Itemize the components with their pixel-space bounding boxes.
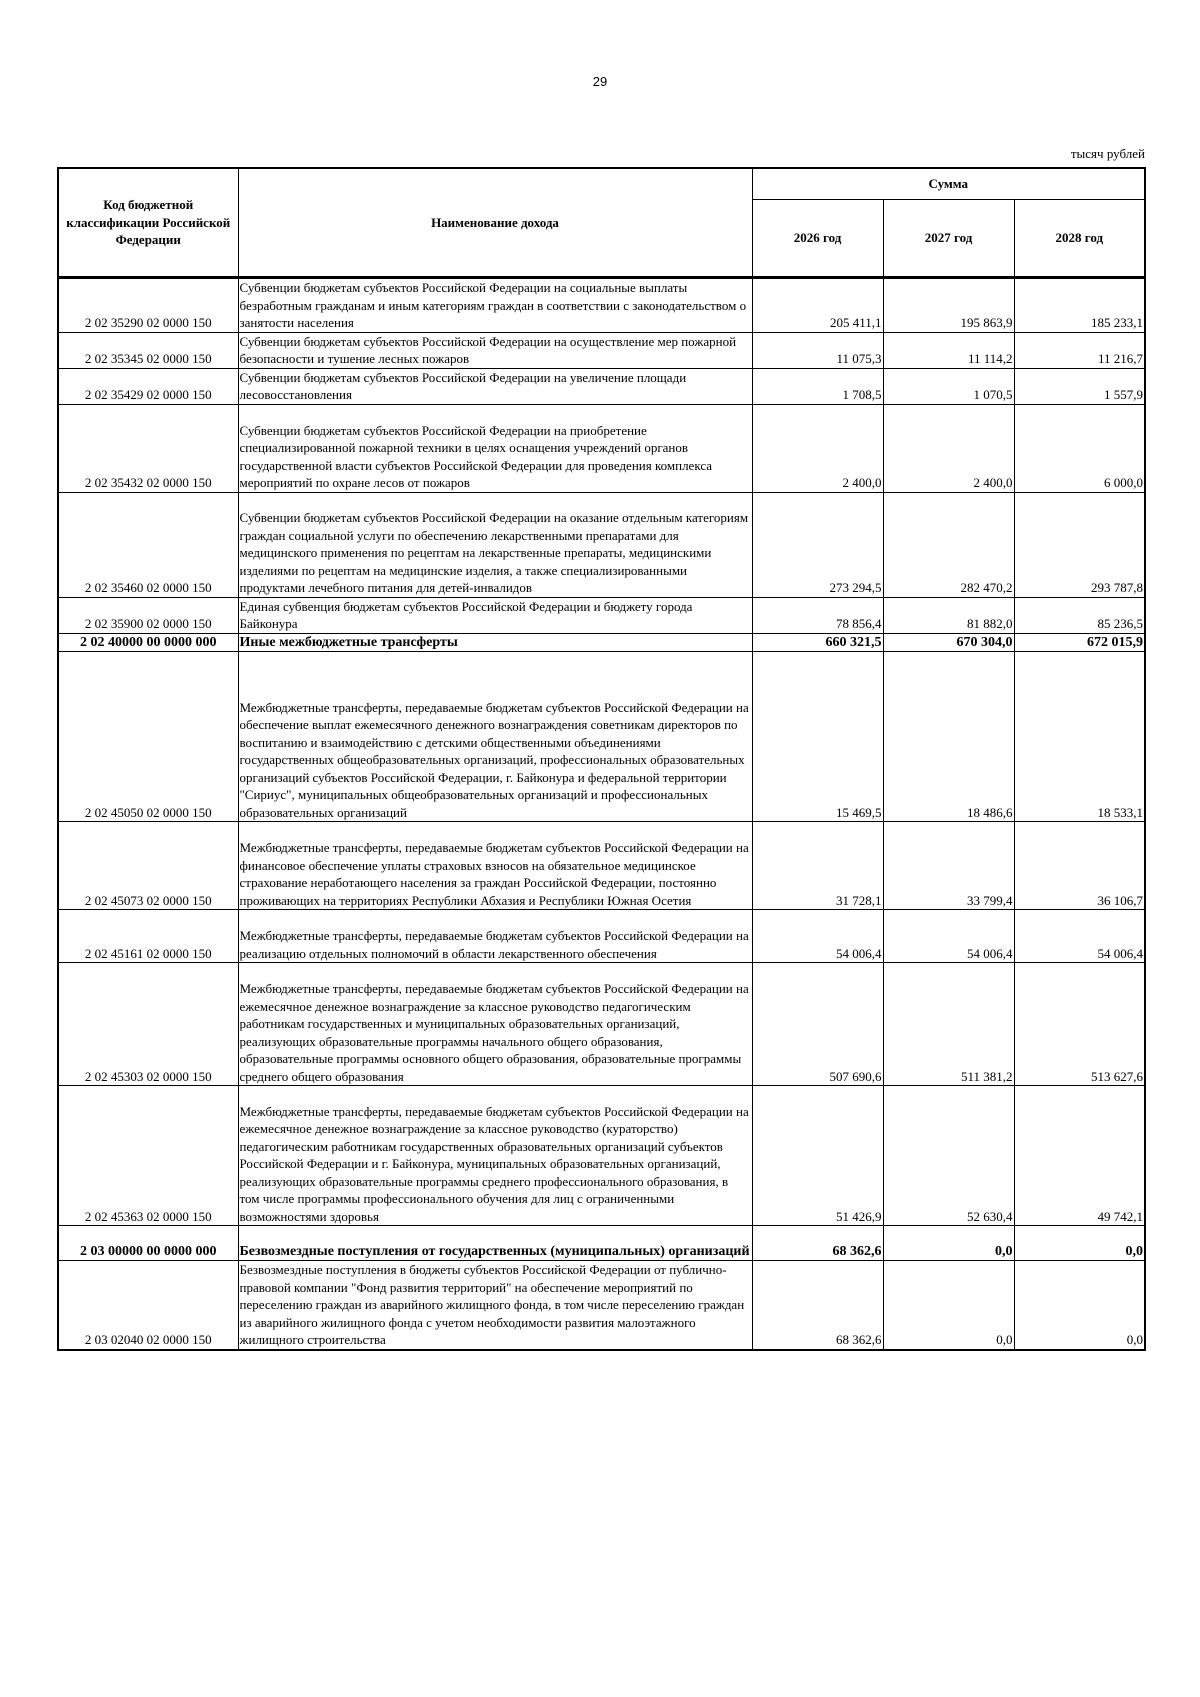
table-row-group xyxy=(58,1226,1145,1261)
table-row xyxy=(58,822,1145,910)
row-value-2028: 11 216,7 xyxy=(1014,332,1145,368)
row-value-2026: 54 006,4 xyxy=(752,910,883,963)
row-name: Межбюджетные трансферты, передаваемые бюджетам субъектов Российской Федерации на финансовое обеспечение уплаты страховых взносов на обязательное медицинское страхование неработающего населения за граждан Российской Федерации, постоянно проживающих на территориях Республики Абхазия и Республики Южная Осетия xyxy=(238,822,752,910)
table-row-group xyxy=(58,633,1145,652)
row-value-2027: 52 630,4 xyxy=(883,1086,1014,1226)
column-header-2028: 2028 год xyxy=(1014,200,1145,278)
row-value-2027: 81 882,0 xyxy=(883,597,1014,633)
table-row xyxy=(58,1261,1145,1350)
row-value-2027: 511 381,2 xyxy=(883,963,1014,1086)
column-header-sum: Сумма xyxy=(752,168,1145,200)
table-row xyxy=(58,910,1145,963)
row-name: Межбюджетные трансферты, передаваемые бюджетам субъектов Российской Федерации на ежемесячное денежное вознаграждение за классное руководство (кураторство) педагогическим работникам государственных образовательных организаций субъектов Российской Федерации и г. Байконура, муниципальных образовательных организаций, реализующих образовательные программы среднего профессионального образования, в том числе программы профессионального обучения для лиц с ограниченными возможностями здоровья xyxy=(238,1086,752,1226)
row-code: 2 02 45303 02 0000 150 xyxy=(58,963,238,1086)
row-value-2028: 672 015,9 xyxy=(1014,633,1145,652)
row-value-2027: 54 006,4 xyxy=(883,910,1014,963)
row-value-2028: 36 106,7 xyxy=(1014,822,1145,910)
row-value-2027: 0,0 xyxy=(883,1226,1014,1261)
column-header-code: Код бюджетной классификации Российской Федерации xyxy=(58,168,238,278)
row-value-2028: 85 236,5 xyxy=(1014,597,1145,633)
row-value-2026: 51 426,9 xyxy=(752,1086,883,1226)
table-row xyxy=(58,404,1145,492)
row-code: 2 02 35290 02 0000 150 xyxy=(58,278,238,333)
row-value-2026: 1 708,5 xyxy=(752,368,883,404)
row-value-2027: 1 070,5 xyxy=(883,368,1014,404)
row-code: 2 03 02040 02 0000 150 xyxy=(58,1261,238,1350)
row-value-2026: 31 728,1 xyxy=(752,822,883,910)
table-row xyxy=(58,597,1145,633)
row-code: 2 02 35900 02 0000 150 xyxy=(58,597,238,633)
row-code: 2 03 00000 00 0000 000 xyxy=(58,1226,238,1261)
row-value-2026: 11 075,3 xyxy=(752,332,883,368)
row-value-2026: 507 690,6 xyxy=(752,963,883,1086)
column-header-2027: 2027 год xyxy=(883,200,1014,278)
row-name: Безвозмездные поступления в бюджеты субъектов Российской Федерации от публично-правовой компании "Фонд развития территорий" на обеспечение мероприятий по переселению граждан из аварийного жилищного фонда, в том числе переселению граждан из аварийного жилищного фонда с учетом необходимости развития малоэтажного жилищного строительства xyxy=(238,1261,752,1350)
row-value-2026: 660 321,5 xyxy=(752,633,883,652)
column-header-2026: 2026 год xyxy=(752,200,883,278)
row-value-2028: 18 533,1 xyxy=(1014,652,1145,822)
units-label: тысяч рублей xyxy=(1070,146,1145,161)
row-value-2026: 2 400,0 xyxy=(752,404,883,492)
table-row xyxy=(58,368,1145,404)
row-value-2026: 15 469,5 xyxy=(752,652,883,822)
row-name: Единая субвенция бюджетам субъектов Российской Федерации и бюджету города Байконура xyxy=(238,597,752,633)
row-value-2026: 205 411,1 xyxy=(752,278,883,333)
row-value-2027: 0,0 xyxy=(883,1261,1014,1350)
row-code: 2 02 45050 02 0000 150 xyxy=(58,652,238,822)
row-name: Межбюджетные трансферты, передаваемые бюджетам субъектов Российской Федерации на обеспечение выплат ежемесячного денежного вознаграждения советникам директоров по воспитанию и взаимодействию с детскими общественными объединениями государственных общеобразовательных организаций, профессиональных образовательных организаций субъектов Российской Федерации, г. Байконура и федеральной территории "Сириус", муниципальных общеобразовательных организаций и профессиональных образовательных организаций xyxy=(238,652,752,822)
table-row xyxy=(58,332,1145,368)
row-code: 2 02 35432 02 0000 150 xyxy=(58,404,238,492)
row-name: Безвозмездные поступления от государственных (муниципальных) организаций xyxy=(238,1226,752,1261)
row-value-2027: 33 799,4 xyxy=(883,822,1014,910)
row-value-2028: 0,0 xyxy=(1014,1261,1145,1350)
row-value-2027: 282 470,2 xyxy=(883,492,1014,597)
row-name: Субвенции бюджетам субъектов Российской Федерации на осуществление мер пожарной безопасности и тушение лесных пожаров xyxy=(238,332,752,368)
revenue-table xyxy=(57,167,1146,1351)
row-value-2026: 68 362,6 xyxy=(752,1261,883,1350)
row-value-2028: 49 742,1 xyxy=(1014,1086,1145,1226)
row-value-2028: 513 627,6 xyxy=(1014,963,1145,1086)
row-name: Межбюджетные трансферты, передаваемые бюджетам субъектов Российской Федерации на ежемесячное денежное вознаграждение за классное руководство педагогическим работникам государственных и муниципальных образовательных организаций, реализующих образовательные программы начального общего образования, образовательные программы основного общего образования, образовательные программы среднего общего образования xyxy=(238,963,752,1086)
table-row xyxy=(58,1086,1145,1226)
row-name: Субвенции бюджетам субъектов Российской Федерации на социальные выплаты безработным гражданам и иным категориям граждан в соответствии с законодательством о занятости населения xyxy=(238,278,752,333)
row-code: 2 02 35460 02 0000 150 xyxy=(58,492,238,597)
row-value-2027: 2 400,0 xyxy=(883,404,1014,492)
row-value-2028: 54 006,4 xyxy=(1014,910,1145,963)
row-name: Иные межбюджетные трансферты xyxy=(238,633,752,652)
row-value-2027: 18 486,6 xyxy=(883,652,1014,822)
row-name: Субвенции бюджетам субъектов Российской Федерации на оказание отдельным категориям граждан социальной услуги по обеспечению лекарственными препаратами для медицинского применения по рецептам на лекарственные препараты, медицинскими изделиями по рецептам на медицинские изделия, а также специализированными продуктами лечебного питания для детей-инвалидов xyxy=(238,492,752,597)
table-row xyxy=(58,652,1145,822)
row-code: 2 02 40000 00 0000 000 xyxy=(58,633,238,652)
column-header-name: Наименование дохода xyxy=(238,168,752,278)
row-name: Межбюджетные трансферты, передаваемые бюджетам субъектов Российской Федерации на реализацию отдельных полномочий в области лекарственного обеспечения xyxy=(238,910,752,963)
row-name: Субвенции бюджетам субъектов Российской Федерации на увеличение площади лесовосстановления xyxy=(238,368,752,404)
row-code: 2 02 45161 02 0000 150 xyxy=(58,910,238,963)
table-row xyxy=(58,278,1145,333)
row-name: Субвенции бюджетам субъектов Российской Федерации на приобретение специализированной пожарной техники в целях оснащения учреждений органов государственной власти субъектов Российской Федерации для проведения комплекса мероприятий по охране лесов от пожаров xyxy=(238,404,752,492)
row-code: 2 02 45363 02 0000 150 xyxy=(58,1086,238,1226)
row-value-2028: 1 557,9 xyxy=(1014,368,1145,404)
page-number: 29 xyxy=(592,74,608,89)
row-code: 2 02 35345 02 0000 150 xyxy=(58,332,238,368)
row-code: 2 02 45073 02 0000 150 xyxy=(58,822,238,910)
row-value-2026: 78 856,4 xyxy=(752,597,883,633)
row-value-2027: 195 863,9 xyxy=(883,278,1014,333)
row-value-2026: 68 362,6 xyxy=(752,1226,883,1261)
row-value-2027: 670 304,0 xyxy=(883,633,1014,652)
row-code: 2 02 35429 02 0000 150 xyxy=(58,368,238,404)
row-value-2028: 6 000,0 xyxy=(1014,404,1145,492)
row-value-2027: 11 114,2 xyxy=(883,332,1014,368)
table-body xyxy=(58,278,1145,1350)
row-value-2028: 293 787,8 xyxy=(1014,492,1145,597)
row-value-2026: 273 294,5 xyxy=(752,492,883,597)
table-row xyxy=(58,492,1145,597)
table-row xyxy=(58,963,1145,1086)
row-value-2028: 185 233,1 xyxy=(1014,278,1145,333)
row-value-2028: 0,0 xyxy=(1014,1226,1145,1261)
